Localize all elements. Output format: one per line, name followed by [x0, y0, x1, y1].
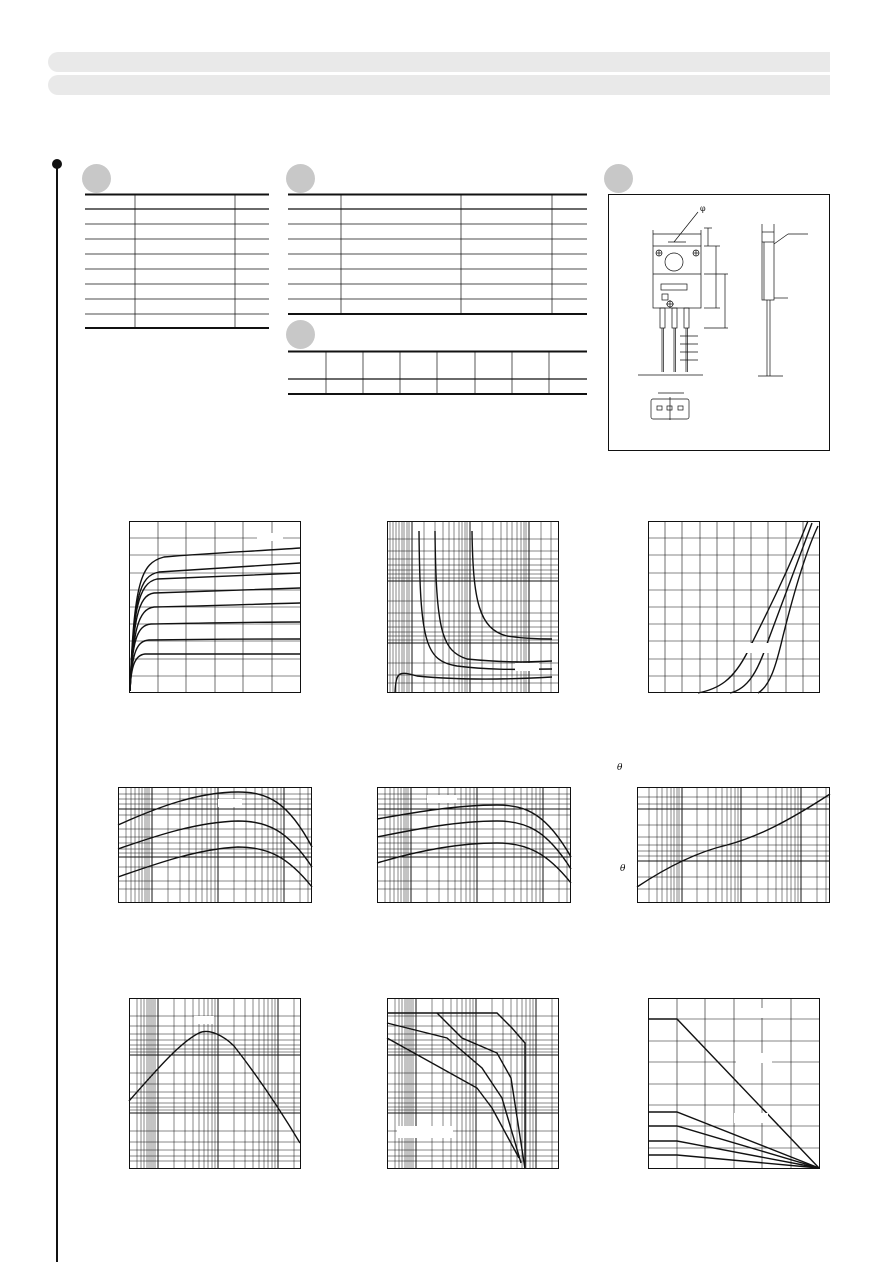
graph-hfe-vs-current-b [377, 787, 573, 904]
left-rule-dot [52, 159, 62, 169]
graph-ft-vs-current [129, 998, 302, 1171]
classification-table [288, 350, 588, 398]
section-badge-outline [604, 164, 633, 193]
graph-transfer-characteristics [648, 521, 822, 695]
graph-log-response [387, 521, 560, 694]
header-band-top [48, 52, 830, 72]
header-band-bottom [48, 75, 830, 95]
graph-power-derating [648, 998, 822, 1171]
section-badge-ratings [82, 164, 111, 193]
section-badge-characteristics [286, 164, 315, 193]
graph-safe-operating-area [387, 998, 560, 1171]
theta-label-lower: θ [620, 864, 626, 874]
graph-hfe-vs-current-a [118, 787, 314, 904]
theta-label-upper: θ [617, 763, 623, 773]
graph-output-characteristics [129, 521, 302, 694]
ratings-table [85, 193, 270, 333]
characteristics-table [288, 193, 588, 318]
graph-thermal-transient [637, 787, 832, 904]
package-outline-drawing [608, 194, 831, 452]
phi-symbol: φ [700, 204, 706, 213]
left-rule [56, 162, 58, 1262]
section-badge-classification [286, 320, 315, 349]
